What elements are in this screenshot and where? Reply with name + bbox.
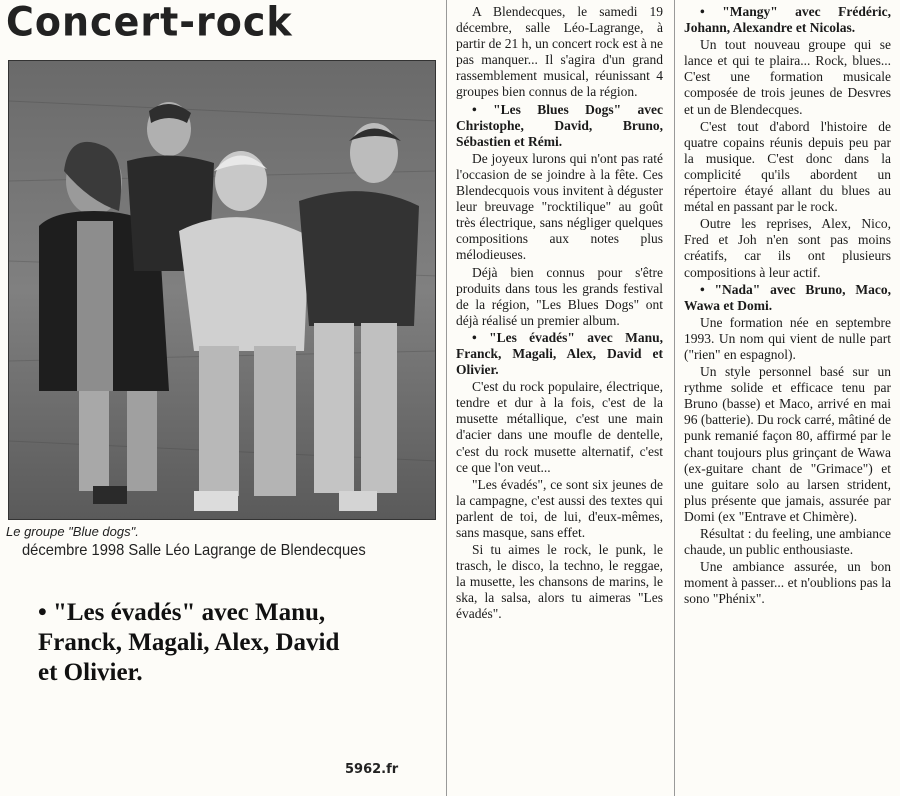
- paragraph: Si tu aimes le rock, le punk, le trasch, le disco, la techno, le reggae, la musette, les chansons de marins, le ska, la salsa, alors tu aimeras "Les évadés".: [456, 542, 663, 622]
- paragraph: Un tout nouveau groupe qui se lance et qui te plaira... Rock, blues... C'est une formation musicale composée de trois jeunes de Desvres et un de Blendecques.: [684, 37, 891, 117]
- band-heading-les-evades: • "Les évadés" avec Manu, Franck, Magali, Alex, David et Olivier.: [456, 329, 663, 378]
- paragraph: Résultat : du feeling, une ambiance chaude, un public enthousiaste.: [684, 526, 891, 558]
- paragraph: De joyeux lurons qui n'ont pas raté l'occasion de se joindre à la fête. Ces Blendecquois vous invitent à déguster leur breuvage "rocktilique" au goût très électrique, sans négliger quelques compositions aux notes plus mélodieuses.: [456, 150, 663, 263]
- band-photo-illustration: [9, 61, 436, 520]
- big-bullet-line-2: Franck, Magali, Alex, David: [38, 629, 340, 656]
- band-heading-blues-dogs: • "Les Blues Dogs" avec Christophe, David, Bruno, Sébastien et Rémi.: [456, 101, 663, 149]
- paragraph: Une ambiance assurée, un bon moment à passer... et n'oublions pas la sono "Phénix".: [684, 559, 891, 607]
- big-bullet-line-3: et Olivier.: [38, 659, 143, 686]
- photo-caption: Le groupe "Blue dogs".: [6, 524, 139, 539]
- column-rule-1: [446, 0, 447, 796]
- article-headline: Concert-rock: [6, 0, 293, 46]
- paragraph: Une formation née en septembre 1993. Un nom qui vient de nulle part ("rien" en espagnol).: [684, 314, 891, 362]
- watermark: 5962.fr: [345, 762, 399, 777]
- paragraph: Un style personnel basé sur un rythme solide et efficace tenu par Bruno (basse) et Maco, arrivé en mai 96 (batterie). Du rock carré, mâtiné de punk remanié façon 80, affirmé par le chant toujours plus grinçant de Wawa (ex-guitare chant de "Grimace") et une guitare solo au larsen strident, plus présente que jamais, assurée par Domi (ex "Entrave et Chimère).: [684, 364, 891, 524]
- paragraph: C'est tout d'abord l'histoire de quatre copains réunis depuis peu par la musique. C'est donc dans la complicité qu'ils abordent un répertoire étayé allant du blues au métal en passant par le rock.: [684, 118, 891, 215]
- paragraph: C'est du rock populaire, électrique, tendre et dur à la fois, c'est de la musette métallique, c'est une main d'acier dans une moufle de dentelle, c'est du rock musette alternatif, c'est ce que l'on veut...: [456, 379, 663, 475]
- paragraph: "Les évadés", ce sont six jeunes de la campagne, c'est aussi des textes qui parlent de toi, de lui, d'eux-mêmes, sans masque, sans effet.: [456, 476, 663, 540]
- paragraph: A Blendecques, le samedi 19 décembre, salle Léo-Lagrange, à partir de 21 h, un concert rock est à ne pas manquer... Il s'agira d'un grand rassemblement musical, réunissant 4 groupes bien connus de la région.: [456, 4, 663, 100]
- article-column-2: [684, 4, 891, 608]
- paragraph: Déjà bien connus pour s'être produits dans tous les grands festival de la région, "Les Blues Dogs" ont déjà réalisé un premier album.: [456, 264, 663, 328]
- big-bullet-line-1: • "Les évadés" avec Manu,: [38, 599, 326, 626]
- band-heading-nada: • "Nada" avec Bruno, Maco, Wawa et Domi.: [684, 281, 891, 313]
- article-column-1: [456, 4, 663, 624]
- column-rule-2: [674, 0, 675, 796]
- band-photo: [8, 60, 436, 520]
- band-heading-mangy: • "Mangy" avec Frédéric, Johann, Alexandre et Nicolas.: [684, 4, 891, 36]
- big-bullet-heading: [38, 598, 433, 688]
- paragraph: Outre les reprises, Alex, Nico, Fred et Joh n'en sont pas moins créatifs, car ils ont plusieurs compositions à leur actif.: [684, 216, 891, 280]
- photo-date-note: décembre 1998 Salle Léo Lagrange de Blendecques: [22, 542, 366, 559]
